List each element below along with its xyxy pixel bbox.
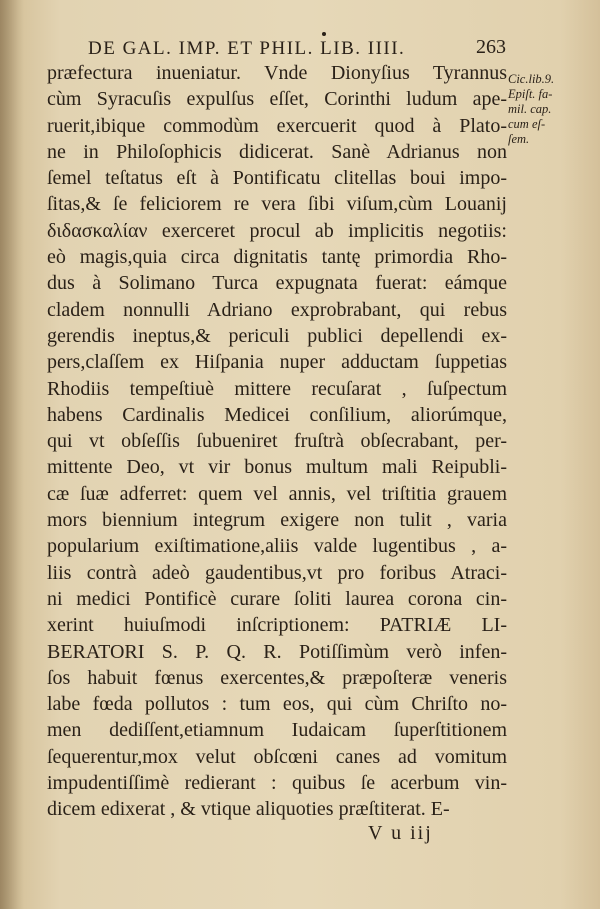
text-line: dicem edixerat , & vtique aliquoties præſtiterat. E- bbox=[47, 798, 450, 821]
text-line: men dediſſent,etiamnum Iudaicam ſuperſtitionem bbox=[47, 719, 507, 742]
text-line: ruerit,ibique commodùm exercuerit quod à Plato- bbox=[47, 114, 507, 137]
text-line: xerint huiuſmodi inſcriptionem: PATRIÆ LI- bbox=[47, 614, 507, 637]
text-line: pers,claſſem ex Hiſpania nuper adductam ſuppetias bbox=[47, 351, 507, 374]
margin-note-line: mil. cap. bbox=[508, 102, 552, 116]
text-line: eò magis,quia circa dignitatis tantę primordia Rho- bbox=[47, 246, 507, 269]
text-line: cæ ſuæ adferret: quem vel annis, vel triſtitia grauem bbox=[47, 482, 507, 505]
text-line: ſequerentur,mox velut obſcœni canes ad vomitum bbox=[47, 745, 507, 768]
text-line: qui vt obſeſſis ſubueniret fruſtrà obſecrabant, per- bbox=[47, 430, 507, 453]
text-line: mittente Deo, vt vir bonus multum mali Reipubli- bbox=[47, 456, 507, 479]
text-line: liis contrà adeò gaudentibus,vt pro foribus Atraci- bbox=[47, 561, 507, 584]
signature-mark: V u iij bbox=[368, 822, 433, 844]
text-line: διδασκαλίαν exerceret procul ab implicitis negotiis: bbox=[47, 219, 507, 242]
text-line: ſos habuit fœnus exercentes,& præpoſteræ veneris bbox=[47, 666, 507, 689]
text-line: labe fœda pollutos : tum eos, qui cùm Chriſto no- bbox=[47, 693, 507, 716]
header-ornament-dot bbox=[322, 32, 326, 36]
text-line: dus à Solimano Turca expugnata fuerat: eámque bbox=[47, 272, 507, 295]
text-line: præfectura inueniatur. Vnde Dionyſius Tyrannus bbox=[47, 62, 507, 84]
text-line: Rhodiis tempeſtiuè mittere recuſarat , ſuſpectum bbox=[47, 377, 507, 400]
margin-note-line: Cic.lib.9. bbox=[508, 72, 555, 86]
margin-note-line: cum eſ- bbox=[508, 117, 546, 131]
margin-note-line: ſem. bbox=[508, 132, 530, 146]
text-line: ſemel teſtatus eſt à Pontificatu clitellas boui impo- bbox=[47, 167, 507, 190]
running-title: DE GAL. IMP. ET PHIL. LIB. IIII. bbox=[88, 38, 406, 59]
text-line: BERATORI S. P. Q. R. Potiſſimùm verò infen- bbox=[47, 640, 507, 663]
text-line: ne in Philoſophicis didicerat. Sanè Adrianus non bbox=[47, 140, 507, 163]
body-text bbox=[47, 60, 507, 823]
page-number: 263 bbox=[476, 36, 506, 58]
text-line: gerendis ineptus,& periculi publici depellendi ex- bbox=[47, 324, 507, 347]
text-line: habens Cardinalis Medicei conſilium, aliorúmque, bbox=[47, 403, 507, 426]
text-line: cùm Syracuſis expulſus eſſet, Corinthi ludum ape- bbox=[47, 88, 507, 111]
margin-note-line: Epiſt. fa- bbox=[508, 87, 553, 101]
text-line: cladem nonnulli Adriano exprobrabant, qui rebus bbox=[47, 298, 507, 321]
margin-note bbox=[508, 72, 588, 147]
text-line: popularium exiſtimatione,aliis valde lugentibus , a- bbox=[47, 535, 507, 558]
text-line: impudentiſſimè redierant : quibus ſe acerbum vin- bbox=[47, 772, 507, 795]
text-line: mors biennium integrum exigere non tulit , varia bbox=[47, 509, 507, 532]
text-line: ni medici Pontificè curare ſoliti laurea corona cin- bbox=[47, 587, 507, 610]
gutter-shadow bbox=[0, 0, 24, 909]
text-line: ſitas,& ſe feliciorem re vera ſibi viſum,cùm Louanij bbox=[47, 193, 507, 216]
